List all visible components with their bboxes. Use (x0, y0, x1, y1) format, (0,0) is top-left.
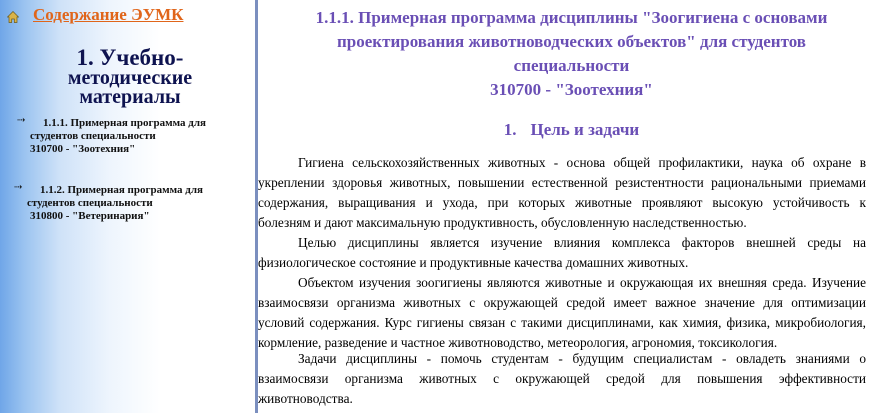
section-heading-text: Цель и задачи (530, 120, 640, 139)
paragraph-line: Объектом изучения зоогигиены являются животные и окружающая их внешняя среда. Изучение (298, 275, 866, 290)
paragraph-line: Задачи дисциплины - помочь студентам - будущим специалистам - овладеть знаниями о (298, 351, 866, 366)
sidebar-item-zootechnia[interactable] (0, 114, 255, 159)
paragraph-line: содержания, выращивания и ухода, при которых животные проявляют высокую устойчивость к (258, 195, 866, 210)
paragraph-object (258, 273, 866, 353)
sidebar-item-label: 1.1.2. Примерная программа для (40, 184, 203, 196)
paragraph-line: взаимосвязи организма животных с окружающей средой имеет важное значение для оптимизации (258, 295, 866, 310)
paragraph-line: кормление, разведение и частное животноводство, метеорология, агрономия, токсикология. (258, 335, 778, 350)
paragraph-line: животноводства. (258, 391, 353, 406)
sidebar-item-veterinaria[interactable] (0, 181, 255, 226)
section-number: 1. (503, 120, 517, 139)
page-title-line: 1.1.1. Примерная программа дисциплины "Зоогигиена с основами (315, 8, 828, 27)
sidebar-item-label: студентов специальности (30, 130, 156, 142)
sidebar-item-label: 310800 - "Ветеринария" (30, 210, 150, 222)
sidebar-item-label: 310700 - "Зоотехния" (30, 143, 136, 155)
toc-link[interactable]: Содержание ЭУМК (33, 5, 184, 24)
paragraph-line: физиологическое состояние и продуктивные качества домашних животных. (258, 255, 689, 270)
paragraph-goal (258, 233, 866, 273)
paragraph-tasks (258, 349, 866, 409)
paragraph-line: укреплении здоровья животных, повышении естественной резистентности рациональными приемами (258, 175, 866, 190)
home-icon[interactable] (7, 11, 19, 23)
section-heading (258, 120, 885, 140)
section-title-line: 1. Учебно- (76, 45, 184, 70)
section-title-line: материалы (79, 86, 181, 108)
paragraph-hygiene (258, 153, 866, 233)
sidebar-section-title (30, 47, 230, 107)
page-title-line: 310700 - "Зоотехния" (490, 80, 653, 99)
paragraph-line: условий содержания. Курс гигиены связан с такими дисциплинами, как химия, физика, микробиология, (258, 315, 866, 330)
paragraph-line: Гигиена сельскохозяйственных животных - основа общей профилактики, наука об охране в (298, 155, 866, 170)
paragraph-line: Целью дисциплины является изучение влияния комплекса факторов внешней среды на (298, 235, 866, 250)
arrow-icon: ⇢ (14, 182, 23, 193)
page-title (278, 6, 865, 102)
section-title-line: методические (67, 67, 193, 89)
sidebar-item-label: 1.1.1. Примерная программа для (43, 117, 206, 129)
main-content (258, 0, 885, 413)
sidebar (0, 0, 255, 413)
paragraph-line: болезням и дают максимальную продуктивность, обусловленную наследственностью. (258, 215, 747, 230)
page-title-line: проектирования животноводческих объектов" для студентов специальности (337, 32, 806, 75)
paragraph-line: взаимосвязи организма животных с окружающей средой для повышения эффективности (258, 371, 866, 386)
sidebar-item-label: студентов специальности (27, 197, 153, 209)
arrow-icon: ⇢ (17, 115, 26, 126)
